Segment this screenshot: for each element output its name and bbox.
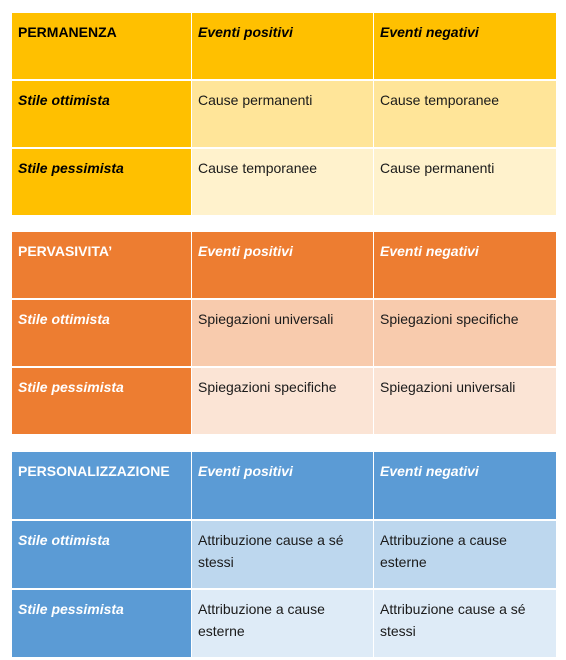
cell-negative: Spiegazioni specifiche (374, 300, 556, 366)
row-label: Stile pessimista (12, 590, 192, 657)
column-header-positive: Eventi positivi (192, 13, 374, 79)
cell-negative: Spiegazioni universali (374, 368, 556, 434)
table-row (12, 149, 556, 215)
table-row (12, 590, 556, 657)
cell-positive: Cause permanenti (192, 81, 374, 147)
column-header-negative: Eventi negativi (374, 13, 556, 79)
row-label: Stile ottimista (12, 81, 192, 147)
personalizzazione-table (12, 452, 556, 657)
row-label: Stile pessimista (12, 368, 192, 434)
table-header-row (12, 452, 556, 521)
cell-negative: Attribuzione cause a sé stessi (374, 590, 556, 657)
table-row (12, 368, 556, 434)
table-title: PERSONALIZZAZIONE (12, 452, 192, 519)
table-title: PERVASIVITA’ (12, 232, 192, 298)
column-header-positive: Eventi positivi (192, 452, 374, 519)
row-label: Stile pessimista (12, 149, 192, 215)
column-header-negative: Eventi negativi (374, 452, 556, 519)
cell-positive: Cause temporanee (192, 149, 374, 215)
permanenza-table (12, 13, 556, 215)
column-header-negative: Eventi negativi (374, 232, 556, 298)
table-row (12, 81, 556, 149)
cell-negative: Cause temporanee (374, 81, 556, 147)
table-header-row (12, 232, 556, 300)
cell-negative: Attribuzione a cause esterne (374, 521, 556, 588)
cell-positive: Attribuzione cause a sé stessi (192, 521, 374, 588)
pervasivita-table (12, 232, 556, 434)
row-label: Stile ottimista (12, 300, 192, 366)
cell-positive: Attribuzione a cause esterne (192, 590, 374, 657)
cell-negative: Cause permanenti (374, 149, 556, 215)
row-label: Stile ottimista (12, 521, 192, 588)
column-header-positive: Eventi positivi (192, 232, 374, 298)
cell-positive: Spiegazioni specifiche (192, 368, 374, 434)
cell-positive: Spiegazioni universali (192, 300, 374, 366)
table-row (12, 521, 556, 590)
table-title: PERMANENZA (12, 13, 192, 79)
table-header-row (12, 13, 556, 81)
table-row (12, 300, 556, 368)
